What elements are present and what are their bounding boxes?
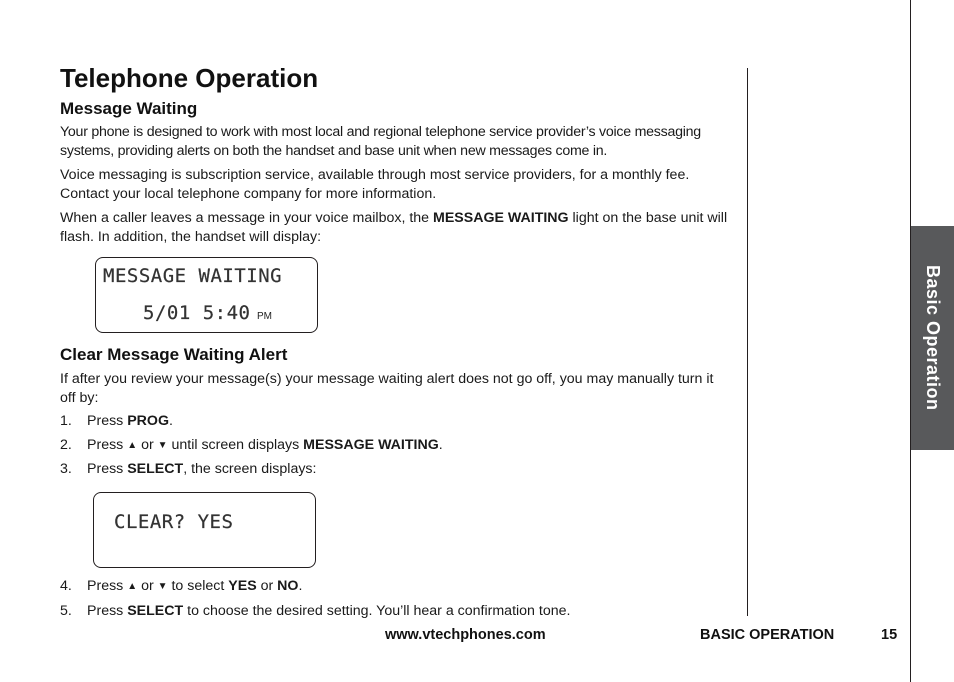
down-arrow-icon: ▼	[157, 581, 168, 592]
clear-alert-steps	[60, 412, 730, 479]
step-item: 2. Press ▲ or ▼ until screen displays MESSAGE WAITING.	[60, 436, 443, 453]
step-item: 4. Press ▲ or ▼ to select YES or NO.	[60, 578, 303, 594]
page-title: Telephone Operation	[60, 63, 319, 93]
up-arrow-icon: ▲	[127, 439, 138, 451]
handset-display-clear	[93, 492, 316, 568]
step-item: 1. Press PROG.	[60, 413, 173, 429]
step-item: 5. Press SELECT to choose the desired setting. You’ll hear a confirmation tone.	[60, 602, 571, 619]
step-item: 3. Press SELECT, the screen displays:	[60, 461, 317, 477]
handset-display-message-waiting	[95, 257, 318, 333]
message-waiting-para-1: Your phone is designed to work with most local and regional telephone service provider’s voice messaging systems, providing alerts on both the handset and base unit when new messages come in.	[60, 124, 701, 159]
footer-section-label: BASIC OPERATION	[700, 627, 835, 643]
clear-alert-heading: Clear Message Waiting Alert	[60, 345, 288, 364]
down-arrow-icon: ▼	[157, 439, 168, 451]
column-divider	[747, 68, 748, 616]
display-line-2: 5/01 5:40	[143, 302, 251, 324]
up-arrow-icon: ▲	[127, 581, 138, 592]
message-waiting-heading: Message Waiting	[60, 99, 198, 118]
message-waiting-para-3: When a caller leaves a message in your voice mailbox, the MESSAGE WAITING light on the base unit will flash. In addition, the handset will display:	[60, 210, 728, 245]
clear-alert-steps-continued	[60, 577, 730, 621]
display-pm-indicator: PM	[257, 311, 272, 322]
clear-alert-intro: If after you review your message(s) your message waiting alert does not go off, you may manually turn it off by:	[60, 371, 714, 406]
footer-url[interactable]: www.vtechphones.com	[385, 627, 546, 643]
display-line-1: MESSAGE WAITING	[103, 265, 283, 287]
section-side-tab	[911, 226, 954, 450]
page-number: 15	[881, 627, 898, 643]
message-waiting-keyword: MESSAGE WAITING	[433, 210, 569, 226]
side-tab-label: Basic Operation	[923, 265, 943, 411]
message-waiting-para-2: Voice messaging is subscription service, available through most service providers, for a monthly fee. Contact your local telephone company for more information.	[60, 167, 690, 202]
display-line-1: CLEAR? YES	[114, 511, 234, 533]
main-content	[60, 62, 730, 621]
